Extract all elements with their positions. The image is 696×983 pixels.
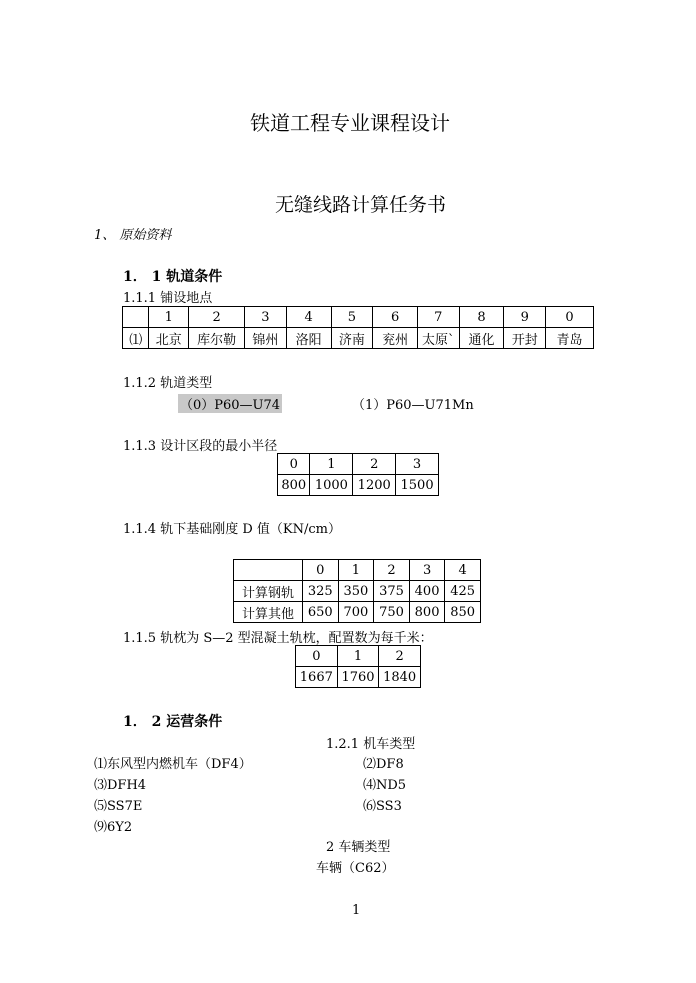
locomotive-item: ⑹SS3 xyxy=(363,799,402,814)
table-cell: 0 xyxy=(303,560,339,581)
locomotive-item: ⑼6Y2 xyxy=(94,820,133,835)
table-cell: 0 xyxy=(546,307,594,328)
table-cell: 9 xyxy=(504,307,546,328)
table-cell: 650 xyxy=(303,602,339,623)
table-cell: 1500 xyxy=(396,475,439,496)
subsection-min-radius: 1.1.3 设计区段的最小半径 xyxy=(123,439,278,454)
table-cell xyxy=(234,560,303,581)
table-cell: 375 xyxy=(374,581,410,602)
table-row xyxy=(296,667,421,688)
table-row xyxy=(278,475,439,496)
subtitle: 无缝线路计算任务书 xyxy=(275,194,447,216)
subsection-locomotive: 1.2.1 机车类型 xyxy=(326,737,416,752)
table-cell: 青岛 xyxy=(546,328,594,349)
table-cell: 0 xyxy=(296,646,338,667)
table-cell: 库尔勒 xyxy=(189,328,245,349)
table-cell: 7 xyxy=(417,307,459,328)
rail-option-1: （1）P60—U71Mn xyxy=(352,398,474,413)
table-cell: 800 xyxy=(278,475,310,496)
table-cell: 2 xyxy=(353,454,396,475)
subsection-rail-type: 1.1.2 轨道类型 xyxy=(123,376,213,391)
section-heading-track: 1． 1 轨道条件 xyxy=(123,269,223,285)
subsection-vehicle: 2 车辆类型 xyxy=(326,840,391,855)
table-cell: 4 xyxy=(445,560,481,581)
table-cell: 1200 xyxy=(353,475,396,496)
table-cell: 325 xyxy=(303,581,339,602)
subsection-location: 1.1.1 铺设地点 xyxy=(123,291,213,306)
sleeper-table xyxy=(295,645,421,688)
subsection-sleeper: 1.1.5 轨枕为 S—2 型混凝土轨枕，配置数为每千米： xyxy=(123,631,433,646)
table-cell: 1000 xyxy=(310,475,353,496)
table-cell: 850 xyxy=(445,602,481,623)
table-cell: 1840 xyxy=(379,667,421,688)
table-cell: 锦州 xyxy=(245,328,287,349)
table-cell: 4 xyxy=(286,307,331,328)
table-cell: 3 xyxy=(396,454,439,475)
table-cell: 400 xyxy=(409,581,445,602)
location-table xyxy=(122,306,594,349)
section-heading: 1、 原始资料 xyxy=(94,228,172,243)
table-cell: ⑴ xyxy=(123,328,149,349)
table-cell: 1 xyxy=(310,454,353,475)
table-row xyxy=(278,454,439,475)
table-cell: 2 xyxy=(189,307,245,328)
table-cell: 5 xyxy=(331,307,373,328)
table-cell: 济南 xyxy=(331,328,373,349)
locomotive-item: ⑸SS7E xyxy=(94,799,143,814)
radius-table xyxy=(277,453,439,496)
table-cell: 太原` xyxy=(417,328,459,349)
table-cell: 3 xyxy=(245,307,287,328)
table-row xyxy=(123,307,594,328)
table-cell: 1 xyxy=(337,646,379,667)
vehicle-item: 车辆（C62） xyxy=(316,861,395,876)
table-cell: 1 xyxy=(338,560,374,581)
table-cell: 0 xyxy=(278,454,310,475)
table-row xyxy=(234,602,481,623)
stiffness-table xyxy=(233,559,481,623)
locomotive-item: ⑶DFH4 xyxy=(94,778,147,793)
table-cell: 计算其他 xyxy=(234,602,303,623)
table-cell: 700 xyxy=(338,602,374,623)
table-cell: 兖州 xyxy=(373,328,418,349)
table-cell: 800 xyxy=(409,602,445,623)
table-cell: 计算钢轨 xyxy=(234,581,303,602)
section-heading-operation: 1． 2 运营条件 xyxy=(123,714,223,730)
table-cell: 6 xyxy=(373,307,418,328)
table-cell: 1 xyxy=(149,307,189,328)
table-cell: 开封 xyxy=(504,328,546,349)
locomotive-item: ⑴东风型内燃机车（DF4） xyxy=(94,757,252,772)
table-cell: 洛阳 xyxy=(286,328,331,349)
table-cell: 北京 xyxy=(149,328,189,349)
table-cell: 350 xyxy=(338,581,374,602)
table-cell xyxy=(123,307,149,328)
table-cell: 8 xyxy=(459,307,504,328)
table-cell: 2 xyxy=(374,560,410,581)
table-row xyxy=(123,328,594,349)
table-cell: 3 xyxy=(409,560,445,581)
locomotive-item: ⑷ND5 xyxy=(363,778,407,793)
table-cell: 通化 xyxy=(459,328,504,349)
main-title: 铁道工程专业课程设计 xyxy=(250,111,450,135)
table-row xyxy=(234,560,481,581)
page-number: 1 xyxy=(352,903,361,918)
subsection-stiffness: 1.1.4 轨下基础刚度 D 值（KN/cm） xyxy=(123,522,341,537)
locomotive-item: ⑵DF8 xyxy=(363,757,404,772)
table-cell: 425 xyxy=(445,581,481,602)
table-cell: 750 xyxy=(374,602,410,623)
table-cell: 1667 xyxy=(296,667,338,688)
rail-option-0: （0）P60—U74 xyxy=(178,394,282,413)
table-cell: 1760 xyxy=(337,667,379,688)
table-cell: 2 xyxy=(379,646,421,667)
table-row xyxy=(234,581,481,602)
table-row xyxy=(296,646,421,667)
